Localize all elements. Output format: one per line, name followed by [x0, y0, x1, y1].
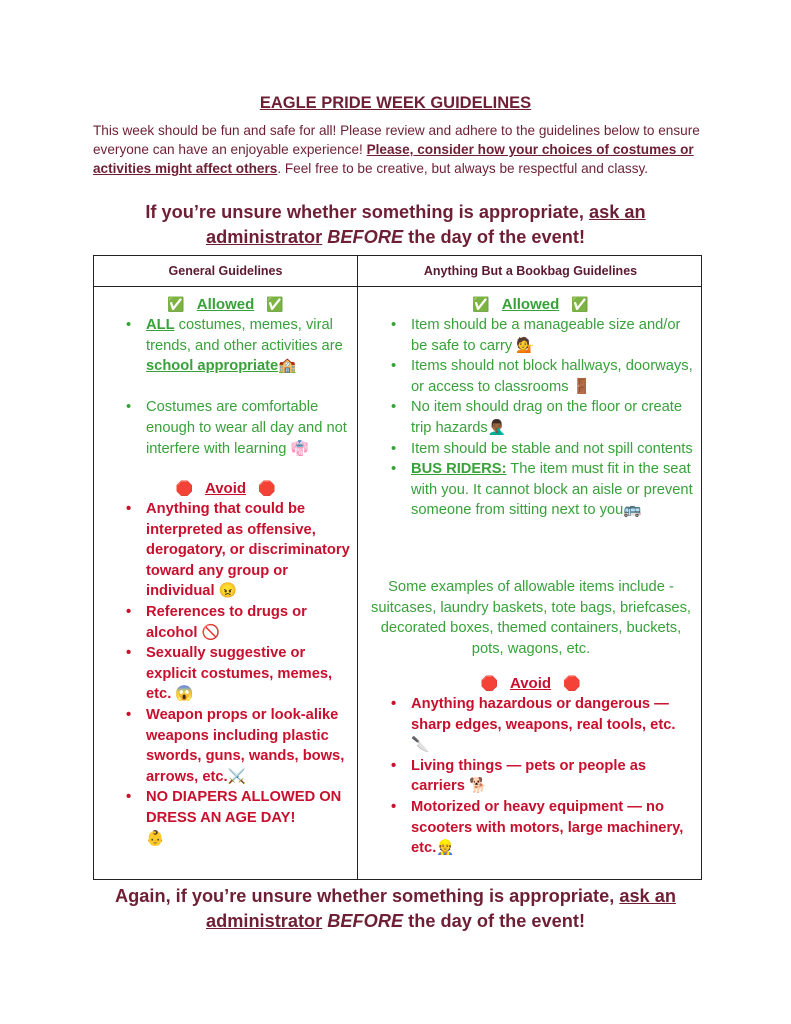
list-item — [121, 397, 349, 459]
column-divider — [357, 256, 358, 879]
item-text: No item should drag on the floor or create trip hazards — [411, 399, 683, 436]
person-tipping-hand-icon: 💁 — [516, 337, 535, 354]
list-item — [386, 756, 686, 797]
door-icon: 🚪 — [572, 378, 591, 395]
callout-link-text: administrator — [206, 911, 323, 931]
header-general-guidelines: General Guidelines — [168, 264, 283, 278]
intro-text: This week should be fun and safe for all! Please review and adhere to the guidelines below to ensure everyone can have an enjoyable experience! — [93, 123, 700, 157]
angry-face-icon: 😠 — [218, 583, 237, 600]
check-mark-icon: ✅ — [472, 296, 490, 312]
allowed-label: Allowed — [501, 296, 560, 313]
item-text: Motorized or heavy equipment — no scooters with motors, large machinery, etc. — [411, 798, 684, 857]
item-text: Costumes are comfortable enough to wear all day and not interfere with learning — [146, 399, 347, 457]
list-item — [121, 602, 351, 643]
callout-emphasis: BEFORE — [327, 911, 404, 931]
item-lead: ALL — [146, 317, 175, 333]
crossed-swords-icon: ⚔️ — [227, 768, 246, 785]
callout-top — [0, 200, 791, 250]
left-avoid-list — [121, 499, 351, 849]
item-text: The item must fit in the seat with you. It cannot block an aisle or prevent someone from sitting next to you — [411, 461, 693, 519]
callout-emphasis: BEFORE — [327, 227, 404, 247]
item-text: Anything that could be interpreted as offensive, derogatory, or discriminatory toward any group or individual — [146, 501, 350, 600]
avoid-label: Avoid — [509, 675, 552, 692]
left-allowed-list — [121, 315, 349, 459]
prohibited-icon: 🚫 — [201, 624, 220, 641]
allowable-examples: Some examples of allowable items include - suitcases, laundry baskets, tote bags, briefcases, decorated boxes, themed containers, buckets, pots, wagons, etc. — [370, 579, 692, 657]
item-text: costumes, memes, viral trends, and other activities are — [146, 317, 343, 354]
stop-sign-icon: 🛑 — [563, 675, 581, 691]
list-item — [386, 797, 686, 859]
item-text: Weapon props or look-alike weapons including plastic swords, guns, wands, bows, arrows, etc. — [146, 706, 345, 785]
list-item — [386, 439, 698, 460]
stop-sign-icon: 🛑 — [175, 480, 193, 496]
intro-paragraph — [93, 121, 705, 178]
list-item — [386, 397, 698, 438]
list-item — [121, 705, 351, 787]
item-text: Anything hazardous or dangerous — sharp edges, weapons, real tools, etc. — [411, 696, 676, 733]
item-text: References to drugs or alcohol — [146, 603, 307, 641]
school-icon: 🏫 — [278, 358, 297, 375]
item-lead: BUS RIDERS: — [411, 461, 507, 478]
list-item — [386, 694, 686, 756]
baby-icon: 👶 — [146, 830, 165, 847]
callout-link-text: administrator — [206, 227, 323, 247]
intro-emphasis: Please, consider how your choices of costumes or activities might affect others — [93, 142, 694, 176]
screaming-face-icon: 😱 — [175, 686, 194, 703]
item-text: NO DIAPERS ALLOWED ON DRESS AN AGE DAY! — [146, 789, 342, 826]
check-mark-icon: ✅ — [266, 296, 284, 312]
avoid-label: Avoid — [204, 480, 247, 497]
kimono-icon: 👘 — [290, 440, 309, 457]
list-item — [121, 643, 351, 705]
item-text: Sexually suggestive or explicit costumes, memes, etc. — [146, 645, 333, 703]
intro-text-end: . Feel free to be creative, but always be respectful and classy. — [277, 161, 649, 176]
construction-worker-icon: 👷 — [436, 840, 455, 857]
callout-link-text: ask an — [589, 202, 646, 222]
bus-icon: 🚌 — [623, 502, 642, 519]
dog-icon: 🐕 — [468, 778, 488, 795]
callout-text: Again, if you’re unsure whether something is appropriate, — [115, 886, 620, 906]
header-bookbag-guidelines: Anything But a Bookbag Guidelines — [423, 264, 638, 278]
check-mark-icon: ✅ — [167, 296, 185, 312]
left-allowed-heading — [94, 294, 357, 315]
item-text: Item should be a manageable size and/or be safe to carry — [411, 317, 681, 354]
callout-text: the day of the event! — [403, 227, 585, 247]
left-avoid-heading — [94, 478, 357, 499]
guidelines-table — [93, 255, 702, 880]
stop-sign-icon: 🛑 — [480, 675, 498, 691]
callout-line-2 — [0, 909, 791, 934]
callout-text: If you’re unsure whether something is appropriate, — [145, 202, 590, 222]
callout-text: the day of the event! — [403, 911, 585, 931]
allowed-label: Allowed — [196, 296, 255, 313]
knife-icon: 🔪 — [411, 737, 430, 754]
item-text: Item should be stable and not spill contents — [411, 440, 693, 457]
callout-link-text: ask an — [619, 886, 676, 906]
check-mark-icon: ✅ — [571, 296, 589, 312]
header-divider — [94, 286, 701, 287]
right-avoid-list — [386, 694, 686, 859]
callout-line-1 — [0, 200, 791, 225]
stop-sign-icon: 🛑 — [258, 480, 276, 496]
facepalm-icon: 🤦🏾‍♂️ — [487, 419, 507, 436]
right-avoid-heading — [358, 673, 703, 694]
right-allowed-heading — [358, 294, 703, 315]
callout-bottom — [0, 884, 791, 934]
callout-line-2 — [0, 225, 791, 250]
item-text: Items should not block hallways, doorways, or access to classrooms — [411, 358, 693, 395]
list-item — [386, 315, 698, 356]
callout-line-1 — [0, 884, 791, 909]
page-title: EAGLE PRIDE WEEK GUIDELINES — [259, 94, 532, 112]
list-item — [121, 315, 349, 377]
item-strong: school appropriate — [146, 358, 279, 375]
list-item — [386, 459, 698, 521]
list-item — [121, 499, 351, 602]
right-allowed-list — [386, 315, 698, 521]
list-item — [121, 787, 351, 849]
list-item — [386, 356, 698, 397]
item-text: Living things — pets or people as carriers — [411, 757, 647, 795]
